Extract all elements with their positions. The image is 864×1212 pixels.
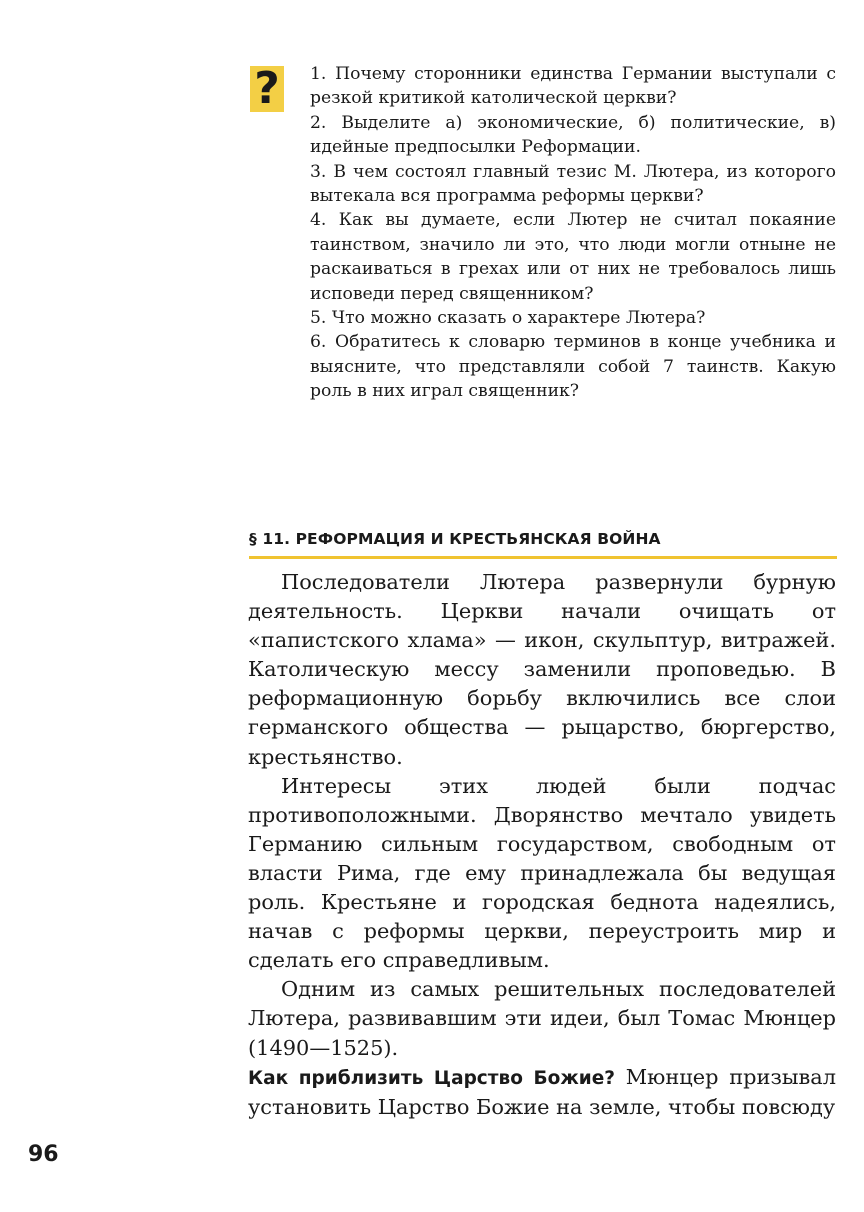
page-number: 96 xyxy=(28,1142,59,1167)
body-paragraph: Одним из самых решительных последователей Лютера, развивавшим эти идеи, был Томас Мюнцер (1490—1525). xyxy=(248,977,836,1060)
subheading-paragraph xyxy=(248,1063,836,1122)
question-item: 3. В чем состоял главный тезис М. Лютера, из которого вытекала вся программа реформы церкви? xyxy=(310,161,836,207)
question-mark-icon: ? xyxy=(250,66,284,112)
body-paragraph: Последователи Лютера развернули бурную деятельность. Церкви начали очищать от «папистского хлама» — икон, скульптур, витражей. Католическую мессу заменили проповедью. В реформационную борьбу включились все слои германского общества — рыцарство, бюргерство, крестьянство. xyxy=(248,570,836,769)
subheading-text: Мюнцер призывал установить Царство Божие на земле, чтобы повсюду xyxy=(248,1064,836,1119)
question-item: 4. Как вы думаете, если Лютер не считал покаяние таинством, значило ли это, что люди могли отныне не раскаиваться в грехах или от них не требовалось лишь исповеди перед священником? xyxy=(310,210,836,304)
question-item: 5. Что можно сказать о характере Лютера? xyxy=(310,308,706,329)
review-questions-list xyxy=(310,62,836,404)
section-header xyxy=(249,526,837,559)
body-paragraph: Интересы этих людей были подчас противоположными. Дворянство мечтало увидеть Германию сильным государством, свободным от власти Рима, где ему принадлежала бы ведущая роль. Крестьяне и городская беднота надеялись, начав с реформы церкви, переустроить мир и сделать его справедливым. xyxy=(248,773,836,973)
question-item: 6. Обратитесь к словарю терминов в конце учебника и выясните, что представляли собой 7 таинств. Какую роль в них играл священник? xyxy=(310,332,836,402)
section-title: § 11. РЕФОРМАЦИЯ И КРЕСТЬЯНСКАЯ ВОЙНА xyxy=(249,530,661,548)
subheading: Как приблизить Царство Божие? xyxy=(248,1067,615,1089)
question-item: 2. Выделите а) экономические, б) политические, в) идейные предпосылки Реформации. xyxy=(310,112,836,158)
section-body xyxy=(248,568,836,1122)
question-item: 1. Почему сторонники единства Германии выступали с резкой критикой католической церкви? xyxy=(310,64,836,109)
